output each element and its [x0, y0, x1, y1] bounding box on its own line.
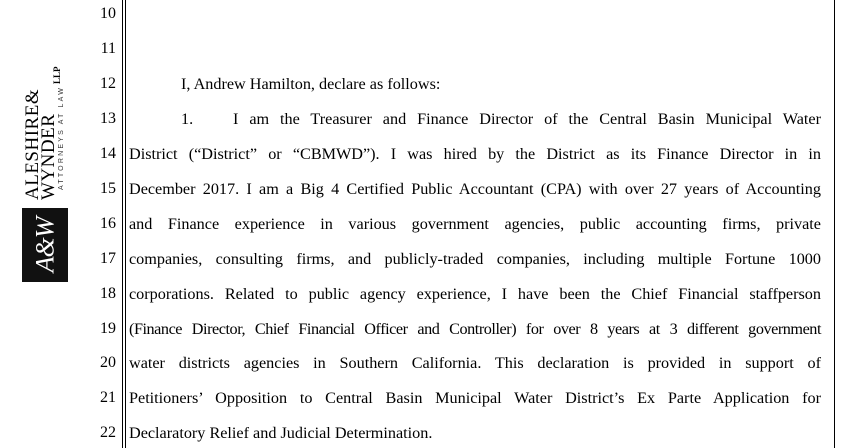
paragraph-number: 1.	[181, 110, 194, 128]
line-number: 14	[100, 145, 116, 162]
logo-llp: LLP	[52, 66, 62, 84]
line-number: 18	[100, 285, 116, 302]
paragraph-1-line-3: December 2017. I am a Big 4 Certified Public Accountant (CPA) with over 27 years of Accounting	[129, 180, 821, 198]
paragraph-1-line-4: and Finance experience in various government agencies, public accounting firms, private	[129, 215, 821, 233]
line-number: 19	[100, 320, 116, 337]
line-number: 11	[100, 40, 116, 57]
paragraph-1-line-1: I am the Treasurer and Finance Director of the Central Basin Municipal Water	[233, 110, 821, 128]
logo-monogram	[22, 208, 68, 282]
line-number: 13	[100, 110, 116, 127]
line-number: 17	[100, 250, 116, 267]
logo-name-line1: ALESHIRE&	[22, 88, 43, 200]
paragraph-1-line-8: water districts agencies in Southern California. This declaration is provided in support of	[129, 354, 821, 372]
right-margin-rule	[834, 0, 835, 448]
paragraph-1-line-2: District (“District” or “CBMWD”). I was hired by the District as its Finance Director in in	[129, 145, 821, 163]
left-margin-rule-double	[125, 0, 126, 448]
paragraph-1-line-6: corporations. Related to public agency experience, I have been the Chief Financial staffperson	[129, 285, 821, 303]
paragraph-1-line-7: (Finance Director, Chief Financial Officer and Controller) for over 8 years at 3 different government	[129, 320, 821, 338]
line-number: 22	[100, 424, 116, 441]
line-number: 15	[100, 180, 116, 197]
line-number: 12	[100, 75, 116, 92]
logo-tagline: ATTORNEYS AT LAW	[58, 85, 65, 190]
logo-name-line2: WYNDER	[38, 113, 59, 200]
left-margin-rule	[122, 0, 123, 448]
line-number: 20	[100, 354, 116, 371]
paragraph-1-line-5: companies, consulting firms, and publicly-traded companies, including multiple Fortune 1000	[129, 250, 821, 268]
paragraph-1-line-9: Petitioners’ Opposition to Central Basin Municipal Water District’s Ex Parte Application for	[129, 389, 821, 407]
line-number: 21	[100, 389, 116, 406]
declaration-intro: I, Andrew Hamilton, declare as follows:	[181, 75, 441, 93]
monogram-text: A&W	[30, 217, 60, 273]
paragraph-1-line-10: Declaratory Relief and Judicial Determination.	[129, 424, 433, 442]
line-number: 10	[100, 5, 116, 22]
line-number: 16	[100, 215, 116, 232]
